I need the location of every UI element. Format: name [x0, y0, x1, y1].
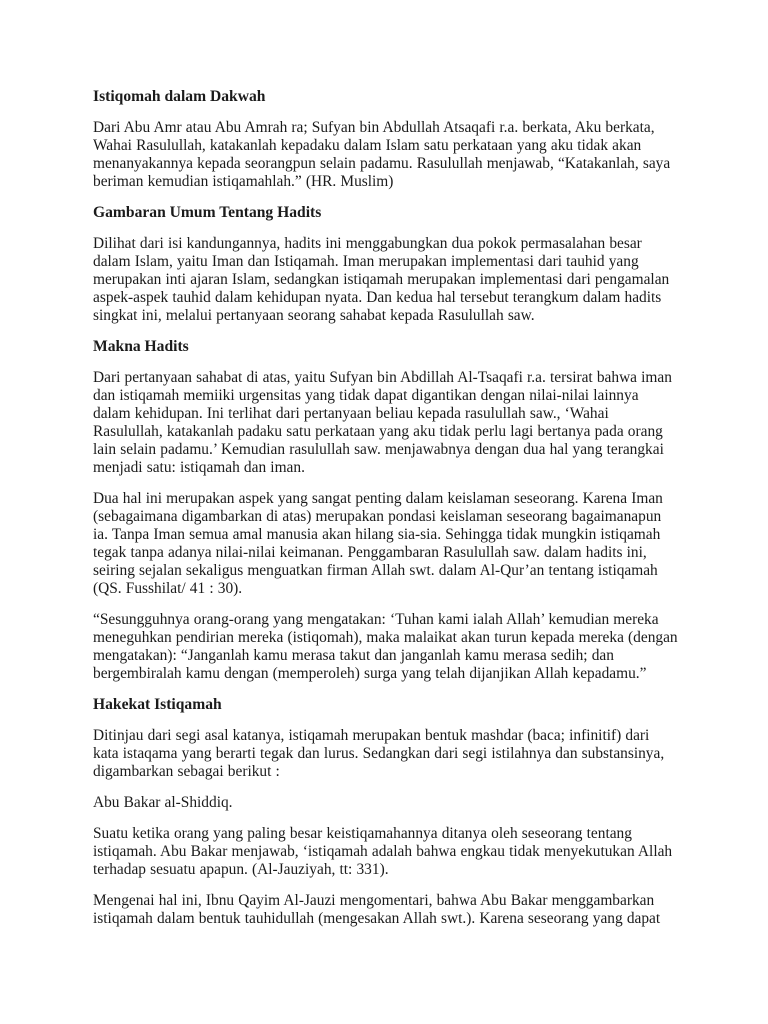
paragraph-abu-bakar-jawaban: Suatu ketika orang yang paling besar keistiqamahannya ditanya oleh seseorang tentang istiqamah. Abu Bakar menjawab, ‘istiqamah adalah bahwa engkau tidak menyekutukan Allah terhadap sesuatu apapun. (Al-Jauziyah, tt: 331). [93, 825, 673, 878]
heading-istiqomah-dalam-dakwah: Istiqomah dalam Dakwah [93, 88, 266, 105]
heading-hakekat-istiqamah: Hakekat Istiqamah [93, 696, 222, 713]
paragraph-ibnu-qayim-komentar: Mengenai hal ini, Ibnu Qayim Al-Jauzi mengomentari, bahwa Abu Bakar menggambarkan istiqamah dalam bentuk tauhidullah (mengesakan Allah swt.). Karena seseorang yang dapat [93, 892, 661, 927]
paragraph-hakekat-pengertian: Ditinjau dari segi asal katanya, istiqamah merupakan bentuk mashdar (baca; infinitif) dari kata istaqama yang berarti tegak dan lurus. Sedangkan dari segi istilahnya dan substansinya, digambarkan sebagai berikut : [93, 727, 665, 780]
paragraph-abu-bakar-al-shiddiq: Abu Bakar al-Shiddiq. [93, 794, 233, 811]
paragraph-quran-quote: “Sesungguhnya orang-orang yang mengatakan: ‘Tuhan kami ialah Allah’ kemudian mereka meneguhkan pendirian mereka (istiqomah), maka malaikat akan turun kepada mereka (dengan mengatakan): “Janganlah kamu merasa takut dan janganlah kamu merasa sedih; dan bergembiralah kamu dengan (memperoleh) surga yang telah dijanjikan Allah kepadamu.” [93, 611, 678, 682]
heading-gambaran-umum-tentang-hadits: Gambaran Umum Tentang Hadits [93, 204, 322, 221]
heading-makna-hadits: Makna Hadits [93, 338, 189, 355]
paragraph-hadits-riwayat: Dari Abu Amr atau Abu Amrah ra; Sufyan bin Abdullah Atsaqafi r.a. berkata, Aku berkata, Wahai Rasulullah, katakanlah kepadaku dalam Islam satu perkataan yang aku tidak akan menanyakannya kepada seorangpun selain padamu. Rasulullah menjawab, “Katakanlah, saya beriman kemudian istiqamahlah.” (HR. Muslim) [93, 119, 671, 190]
paragraph-makna-hadits-1: Dari pertanyaan sahabat di atas, yaitu Sufyan bin Abdillah Al-Tsaqafi r.a. tersirat bahwa iman dan istiqamah memiiki urgensitas yang tidak dapat digantikan dengan nilai-nilai lainnya dalam kehidupan. Ini terlihat dari pertanyaan beliau kepada rasulullah saw., ‘Wahai Rasulullah, katakanlah padaku satu perkataan yang aku tidak perlu lagi bertanya pada orang lain selain padamu.’ Kemudian rasulullah saw. menjawabnya dengan dua hal yang terangkai menjadi satu: istiqamah dan iman. [93, 369, 672, 476]
paragraph-gambaran-umum: Dilihat dari isi kandungannya, hadits ini menggabungkan dua pokok permasalahan besar dalam Islam, yaitu Iman dan Istiqamah. Iman merupakan implementasi dari tauhid yang merupakan inti ajaran Islam, sedangkan istiqamah merupakan implementasi dari pengamalan aspek-aspek tauhid dalam kehidupan nyata. Dan kedua hal tersebut terangkum dalam hadits singkat ini, melalui pertanyaan seorang sahabat kepada Rasulullah saw. [93, 235, 670, 324]
paragraph-makna-hadits-2: Dua hal ini merupakan aspek yang sangat penting dalam keislaman seseorang. Karena Iman (sebagaimana digambarkan di atas) merupakan pondasi keislaman seseorang bagaimanapun ia. Tanpa Iman semua amal manusia akan hilang sia-sia. Sehingga tidak mungkin istiqamah tegak tanpa adanya nilai-nilai keimanan. Penggambaran Rasulullah saw. dalam hadits ini, seiring sejalan sekaligus menguatkan firman Allah swt. dalam Al-Qur’an tentang istiqamah (QS. Fusshilat/ 41 : 30). [93, 490, 663, 597]
